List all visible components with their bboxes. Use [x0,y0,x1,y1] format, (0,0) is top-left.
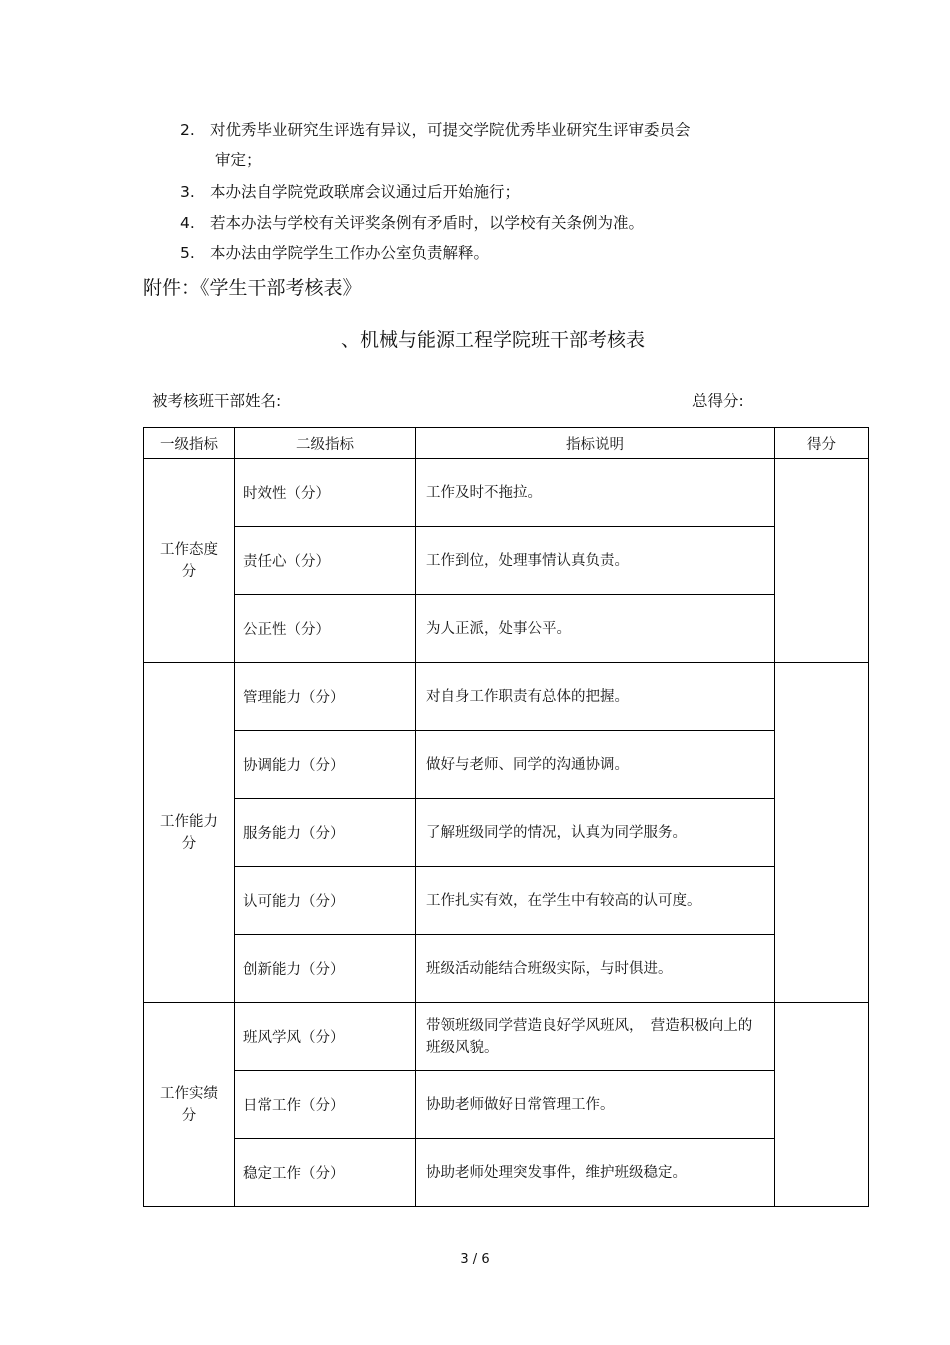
list-item-2-continuation: 审定； [215,151,262,169]
sub-indicator: 稳定工作（分） [235,1139,416,1207]
category-unit: 分 [181,563,197,580]
sub-indicator: 管理能力（分） [235,663,416,731]
category-cell [144,1003,235,1207]
indicator-description: 带领班级同学营造良好学风班风， 营造积极向上的班级风貌。 [416,1003,775,1071]
list-text: 本办法自学院党政联席会议通过后开始施行； [210,183,521,201]
category-label: 工作实绩 [160,1085,218,1102]
category-unit: 分 [181,1107,197,1124]
list-text: 本办法由学院学生工作办公室负责解释。 [210,244,490,262]
category-cell [144,663,235,1003]
sub-indicator: 日常工作（分） [235,1071,416,1139]
header-score: 得分 [775,428,869,459]
list-item-4 [180,213,644,233]
indicator-description: 班级活动能结合班级实际，与时俱进。 [416,935,775,1003]
sub-indicator: 服务能力（分） [235,799,416,867]
sub-indicator: 协调能力（分） [235,731,416,799]
list-number: 4. [180,214,195,232]
form-title-text: 、机械与能源工程学院班干部考核表 [340,329,645,351]
list-number: 5. [180,244,195,262]
sub-indicator: 认可能力（分） [235,867,416,935]
table-row [144,1071,869,1139]
attachment-line: 附件：《学生干部考核表》 [143,277,362,299]
list-item-3 [180,182,520,202]
indicator-description: 做好与老师、同学的沟通协调。 [416,731,775,799]
table-row [144,1139,869,1207]
category-label: 工作态度 [160,541,218,558]
score-cell[interactable] [775,1003,869,1207]
table-row [144,459,869,527]
header-level1: 一级指标 [144,428,235,459]
indicator-description: 协助老师处理突发事件，维护班级稳定。 [416,1139,775,1207]
sub-indicator: 创新能力（分） [235,935,416,1003]
sub-indicator: 时效性（分） [235,459,416,527]
form-title [0,328,950,352]
category-label: 工作能力 [160,813,218,830]
header-level2: 二级指标 [235,428,416,459]
table-row [144,1003,869,1071]
list-text: 若本办法与学校有关评奖条例有矛盾时，以学校有关条例为准。 [210,214,645,232]
table-row [144,595,869,663]
page-number: 3 / 6 [460,1252,490,1267]
list-number: 3. [180,183,195,201]
total-score-label: 总得分: [692,392,744,410]
name-field-label: 被考核班干部姓名: [152,392,282,410]
list-item-5 [180,243,489,263]
sub-indicator: 公正性（分） [235,595,416,663]
indicator-description: 了解班级同学的情况，认真为同学服务。 [416,799,775,867]
score-cell[interactable] [775,663,869,1003]
table-row [144,799,869,867]
sub-indicator: 责任心（分） [235,527,416,595]
score-cell[interactable] [775,459,869,663]
list-text: 对优秀毕业研究生评选有异议，可提交学院优秀毕业研究生评审委员会 [210,121,691,139]
header-description: 指标说明 [416,428,775,459]
table-row [144,663,869,731]
table-row [144,527,869,595]
sub-indicator: 班风学风（分） [235,1003,416,1071]
evaluation-table [143,427,869,1207]
category-cell [144,459,235,663]
table-row [144,731,869,799]
indicator-description: 协助老师做好日常管理工作。 [416,1071,775,1139]
list-number: 2. [180,121,195,139]
category-unit: 分 [181,835,197,852]
indicator-description: 工作扎实有效，在学生中有较高的认可度。 [416,867,775,935]
table-row [144,867,869,935]
indicator-description: 为人正派，处事公平。 [416,595,775,663]
table-header-row [144,428,869,459]
table-row [144,935,869,1003]
indicator-description: 工作及时不拖拉。 [416,459,775,527]
list-item-2 [180,120,691,140]
indicator-description: 工作到位，处理事情认真负责。 [416,527,775,595]
indicator-description: 对自身工作职责有总体的把握。 [416,663,775,731]
